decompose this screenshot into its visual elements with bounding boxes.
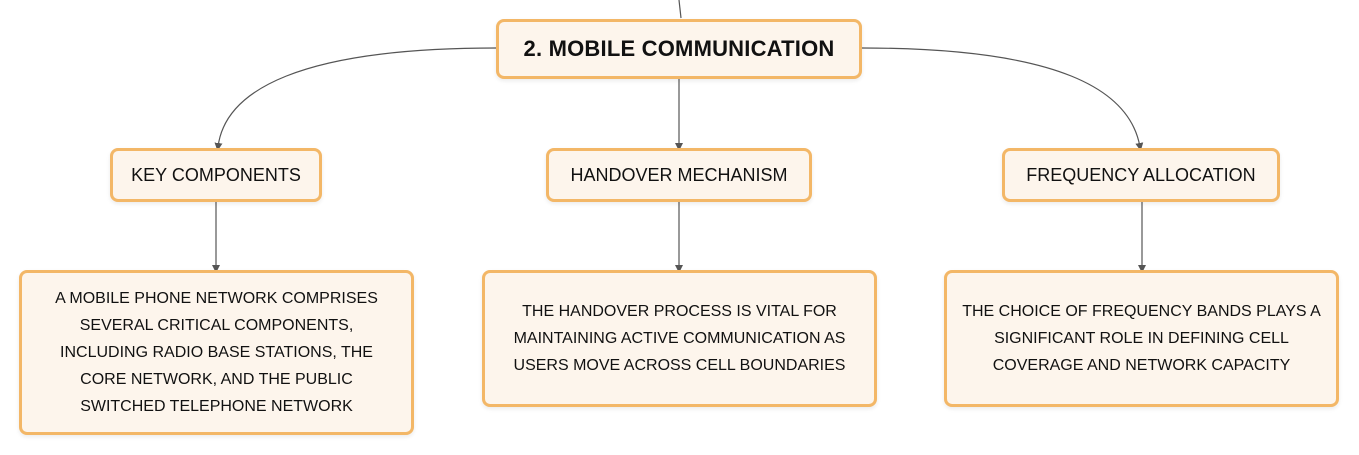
handover-detail-text: THE HANDOVER PROCESS IS VITAL FOR MAINTAINING ACTIVE COMMUNICATION AS USERS MOVE ACROSS CELL BOUNDARIES	[513, 303, 846, 374]
node-key-components[interactable]	[110, 148, 322, 202]
node-key-components-label: KEY COMPONENTS	[131, 164, 301, 185]
connector-root-to-key-components	[218, 48, 496, 147]
node-handover-mechanism-label: HANDOVER MECHANISM	[570, 164, 788, 185]
node-frequency-allocation[interactable]	[1002, 148, 1280, 202]
connector-root-to-frequency	[862, 48, 1140, 147]
node-frequency-allocation-detail[interactable]	[944, 270, 1339, 407]
node-handover-mechanism[interactable]	[546, 148, 812, 202]
connector-parent-to-root	[679, 0, 681, 18]
root-node-mobile-communication[interactable]	[496, 19, 862, 79]
node-handover-mechanism-detail[interactable]	[482, 270, 877, 407]
node-key-components-detail[interactable]	[19, 270, 414, 435]
frequency-allocation-detail-text: THE CHOICE OF FREQUENCY BANDS PLAYS A SIGNIFICANT ROLE IN DEFINING CELL COVERAGE AND NETWORK CAPACITY	[962, 303, 1321, 374]
key-components-detail-text: A MOBILE PHONE NETWORK COMPRISES SEVERAL CRITICAL COMPONENTS, INCLUDING RADIO BASE STATIONS, THE CORE NETWORK, AND THE PUBLIC SWITCHED TELEPHONE NETWORK	[55, 290, 378, 415]
root-node-label: 2. MOBILE COMMUNICATION	[523, 36, 835, 61]
node-frequency-allocation-label: FREQUENCY ALLOCATION	[1026, 164, 1256, 185]
